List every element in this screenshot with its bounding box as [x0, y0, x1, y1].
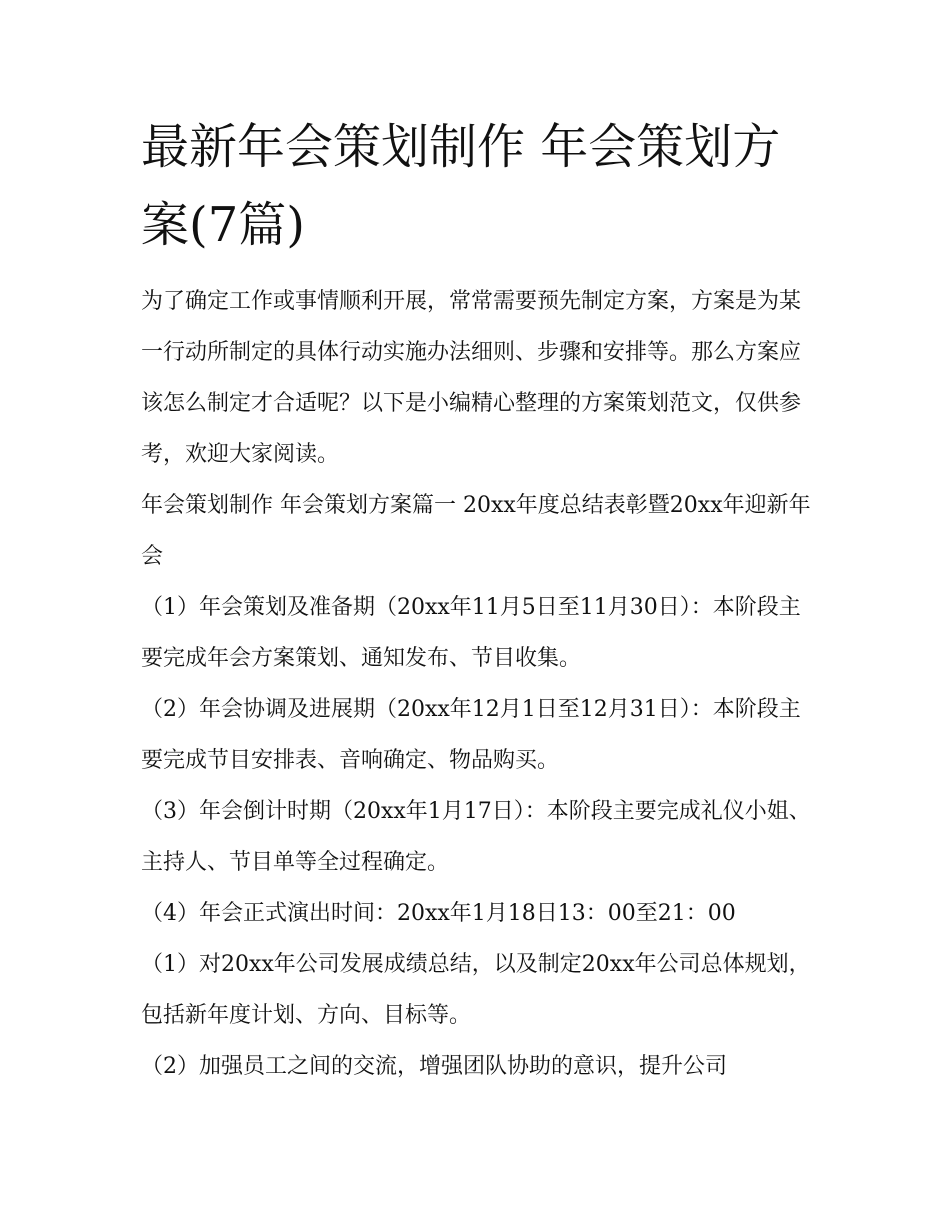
schedule-item-4: （4）年会正式演出时间：20xx年1月18日13：00至21：00 [141, 901, 736, 926]
document-title: 最新年会策划制作 年会策划方案(7篇) [141, 119, 781, 253]
purpose-item-2: （2）加强员工之间的交流，增强团队协助的意识，提升公司 [141, 1054, 727, 1079]
document-body [141, 276, 821, 1092]
schedule-item-2: （2）年会协调及进展期（20xx年12月1日至12月31日）：本阶段主要完成节目安排表、音响确定、物品购买。 [141, 697, 801, 773]
section-heading-paragraph: 年会策划制作 年会策划方案篇一 20xx年度总结表彰暨20xx年迎新年会 [141, 493, 811, 569]
intro-paragraph: 为了确定工作或事情顺利开展，常常需要预先制定方案，方案是为某一行动所制定的具体行动实施办法细则、步骤和安排等。那么方案应该怎么制定才合适呢？以下是小编精心整理的方案策划范文，仅供参考，欢迎大家阅读。 [141, 289, 802, 467]
schedule-item-3: （3）年会倒计时期（20xx年1月17日）：本阶段主要完成礼仪小姐、主持人、节目单等全过程确定。 [141, 799, 811, 875]
schedule-item-1: （1）年会策划及准备期（20xx年11月5日至11月30日）：本阶段主要完成年会方案策划、通知发布、节目收集。 [141, 595, 801, 671]
purpose-item-1: （1）对20xx年公司发展成绩总结，以及制定20xx年公司总体规划，包括新年度计划、方向、目标等。 [141, 952, 811, 1028]
